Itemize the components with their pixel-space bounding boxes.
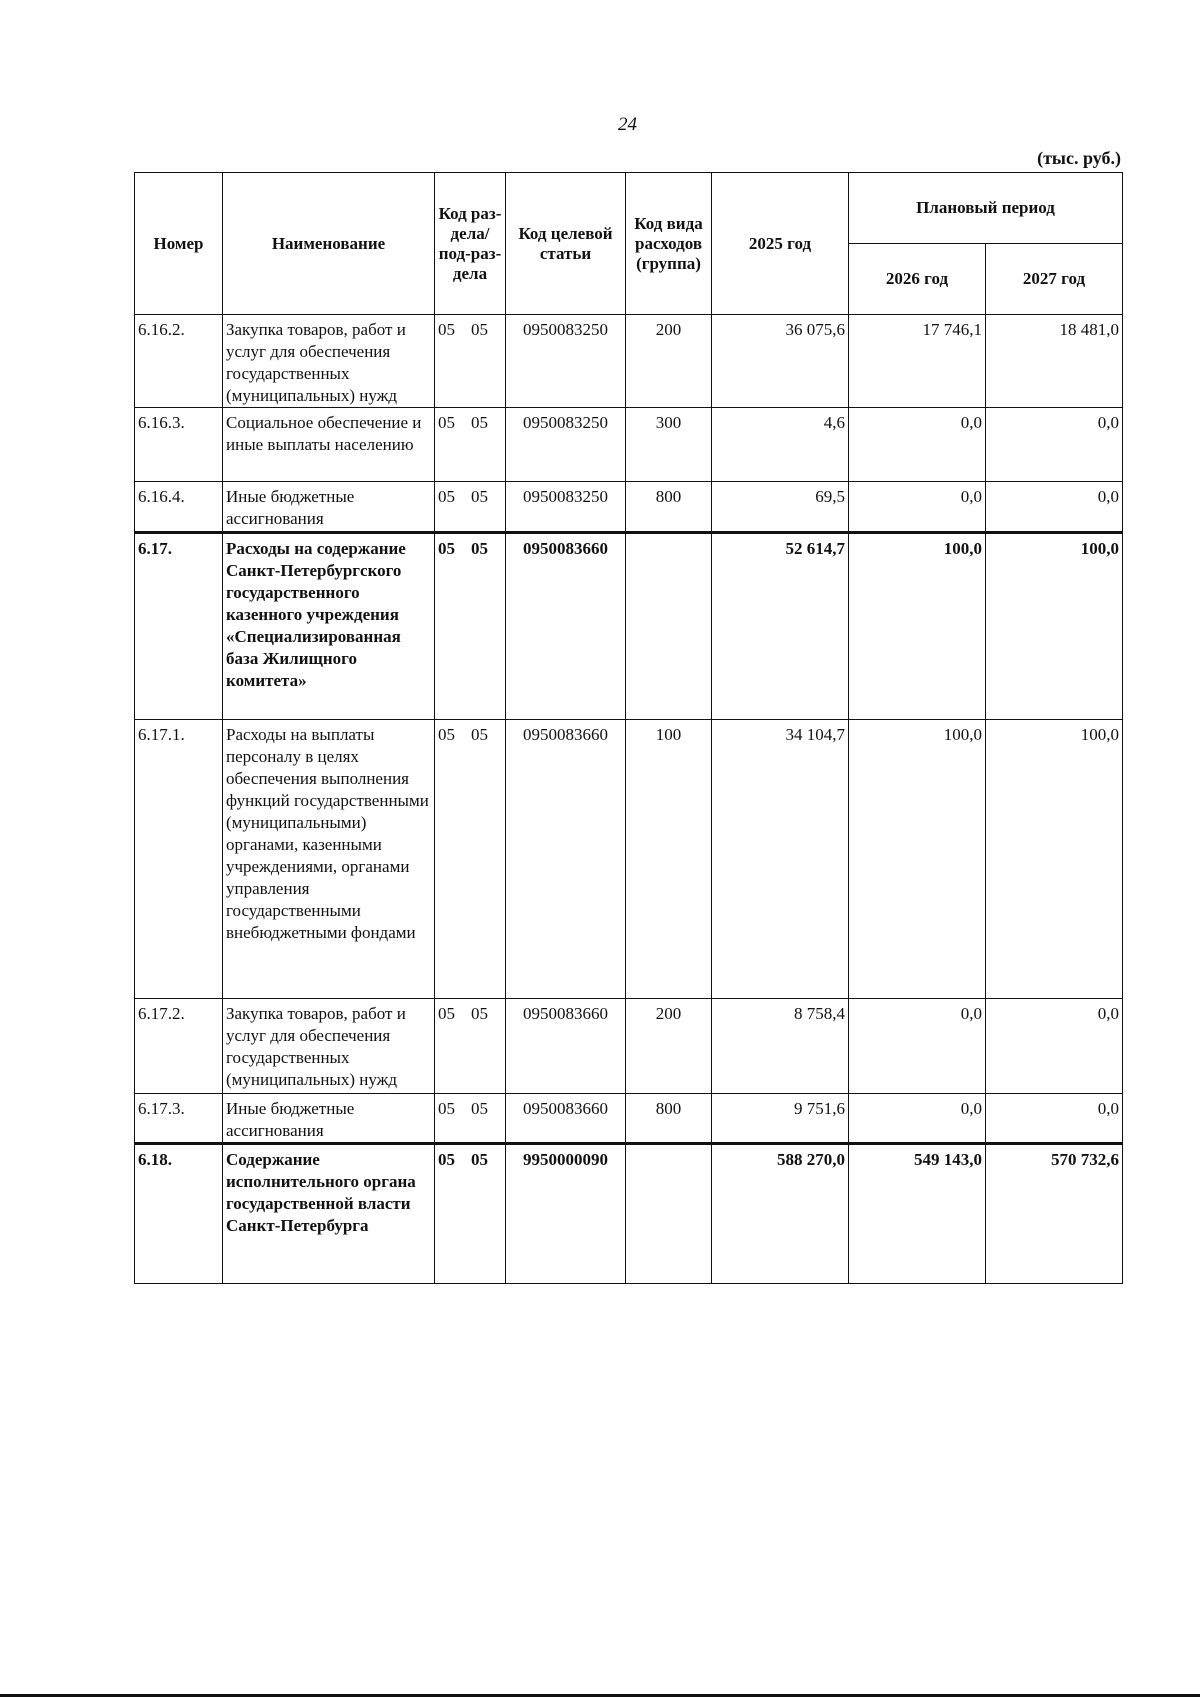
row-number: 6.16.4. xyxy=(135,482,223,533)
units-label: (тыс. руб.) xyxy=(1037,148,1121,168)
row-subsection: 05 xyxy=(471,1004,488,1023)
row-number: 6.17.1. xyxy=(135,720,223,999)
row-value-2027: 100,0 xyxy=(986,720,1123,999)
table-header xyxy=(135,173,1123,315)
row-value-2027: 0,0 xyxy=(986,1094,1123,1144)
row-name: Содержание исполнительного органа государственной власти Санкт-Петербурга xyxy=(223,1144,435,1284)
row-value-2025: 52 614,7 xyxy=(712,533,849,720)
row-section-code xyxy=(435,999,506,1094)
row-name: Расходы на содержание Санкт-Петербургского государственного казенного учреждения «Специализированная база Жилищного комитета» xyxy=(223,533,435,720)
row-target-code: 0950083250 xyxy=(506,482,626,533)
table-row xyxy=(135,533,1123,720)
row-target-code: 9950000090 xyxy=(506,1144,626,1284)
row-subsection: 05 xyxy=(471,725,488,744)
row-section-code xyxy=(435,482,506,533)
row-number: 6.17.3. xyxy=(135,1094,223,1144)
row-value-2027: 0,0 xyxy=(986,482,1123,533)
row-value-2026: 549 143,0 xyxy=(849,1144,986,1284)
row-subsection: 05 xyxy=(471,413,488,432)
row-section: 05 xyxy=(438,487,455,506)
row-value-2025: 8 758,4 xyxy=(712,999,849,1094)
row-name: Закупка товаров, работ и услуг для обеспечения государственных (муниципальных) нужд xyxy=(223,999,435,1094)
row-section: 05 xyxy=(438,413,455,432)
row-subsection: 05 xyxy=(471,487,488,506)
row-expense-type xyxy=(626,1144,712,1284)
row-value-2027: 0,0 xyxy=(986,999,1123,1094)
row-number: 6.17. xyxy=(135,533,223,720)
row-expense-type: 800 xyxy=(626,1094,712,1144)
header-year-2026: 2026 год xyxy=(849,244,986,315)
row-expense-type: 100 xyxy=(626,720,712,999)
header-year-2027: 2027 год xyxy=(986,244,1123,315)
row-name: Иные бюджетные ассигнования xyxy=(223,1094,435,1144)
row-target-code: 0950083660 xyxy=(506,1094,626,1144)
page-number: 24 xyxy=(618,114,637,135)
table-row xyxy=(135,999,1123,1094)
table-row xyxy=(135,408,1123,482)
header-expense-type: Код вида расходов (группа) xyxy=(626,173,712,315)
row-section-code xyxy=(435,408,506,482)
row-subsection: 05 xyxy=(471,1099,488,1118)
row-number: 6.16.3. xyxy=(135,408,223,482)
header-number: Номер xyxy=(135,173,223,315)
table-body xyxy=(135,315,1123,1284)
header-name: Наименование xyxy=(223,173,435,315)
row-section-code xyxy=(435,1144,506,1284)
row-value-2025: 69,5 xyxy=(712,482,849,533)
row-target-code: 0950083660 xyxy=(506,720,626,999)
row-value-2026: 0,0 xyxy=(849,482,986,533)
row-section-code xyxy=(435,533,506,720)
row-target-code: 0950083660 xyxy=(506,533,626,720)
row-section: 05 xyxy=(438,725,455,744)
row-value-2027: 0,0 xyxy=(986,408,1123,482)
row-target-code: 0950083250 xyxy=(506,408,626,482)
row-section-code xyxy=(435,1094,506,1144)
row-section-code xyxy=(435,720,506,999)
row-value-2026: 100,0 xyxy=(849,720,986,999)
row-section: 05 xyxy=(438,539,455,558)
row-target-code: 0950083250 xyxy=(506,315,626,408)
row-name: Социальное обеспечение и иные выплаты населению xyxy=(223,408,435,482)
header-planned-period: Плановый период xyxy=(849,173,1123,244)
row-expense-type: 800 xyxy=(626,482,712,533)
table-row xyxy=(135,720,1123,999)
row-value-2027: 100,0 xyxy=(986,533,1123,720)
header-target-code: Код целевой статьи xyxy=(506,173,626,315)
row-number: 6.17.2. xyxy=(135,999,223,1094)
row-subsection: 05 xyxy=(471,320,488,339)
row-value-2026: 0,0 xyxy=(849,408,986,482)
row-value-2026: 0,0 xyxy=(849,999,986,1094)
row-value-2026: 100,0 xyxy=(849,533,986,720)
row-expense-type xyxy=(626,533,712,720)
row-expense-type: 300 xyxy=(626,408,712,482)
row-target-code: 0950083660 xyxy=(506,999,626,1094)
row-value-2025: 4,6 xyxy=(712,408,849,482)
row-section-code xyxy=(435,315,506,408)
row-name: Иные бюджетные ассигнования xyxy=(223,482,435,533)
row-subsection: 05 xyxy=(471,539,488,558)
row-expense-type: 200 xyxy=(626,315,712,408)
header-year-2025: 2025 год xyxy=(712,173,849,315)
row-number: 6.18. xyxy=(135,1144,223,1284)
row-expense-type: 200 xyxy=(626,999,712,1094)
table-row xyxy=(135,1144,1123,1284)
row-subsection: 05 xyxy=(471,1150,488,1169)
row-section: 05 xyxy=(438,320,455,339)
row-name: Закупка товаров, работ и услуг для обеспечения государственных (муниципальных) нужд xyxy=(223,315,435,408)
header-section-code: Код раз-дела/ под-раз-дела xyxy=(435,173,506,315)
budget-table xyxy=(134,172,1123,1284)
row-section: 05 xyxy=(438,1099,455,1118)
table-row xyxy=(135,315,1123,408)
table-row xyxy=(135,1094,1123,1144)
row-name: Расходы на выплаты персоналу в целях обеспечения выполнения функций государственными (муниципальными) органами, казенными учреждениями, органами управления государственными внебюджетными фондами xyxy=(223,720,435,999)
table-row xyxy=(135,482,1123,533)
row-value-2025: 9 751,6 xyxy=(712,1094,849,1144)
row-section: 05 xyxy=(438,1150,455,1169)
row-value-2026: 0,0 xyxy=(849,1094,986,1144)
row-value-2025: 34 104,7 xyxy=(712,720,849,999)
row-value-2027: 18 481,0 xyxy=(986,315,1123,408)
row-number: 6.16.2. xyxy=(135,315,223,408)
row-value-2026: 17 746,1 xyxy=(849,315,986,408)
row-value-2027: 570 732,6 xyxy=(986,1144,1123,1284)
row-value-2025: 36 075,6 xyxy=(712,315,849,408)
row-value-2025: 588 270,0 xyxy=(712,1144,849,1284)
row-section: 05 xyxy=(438,1004,455,1023)
